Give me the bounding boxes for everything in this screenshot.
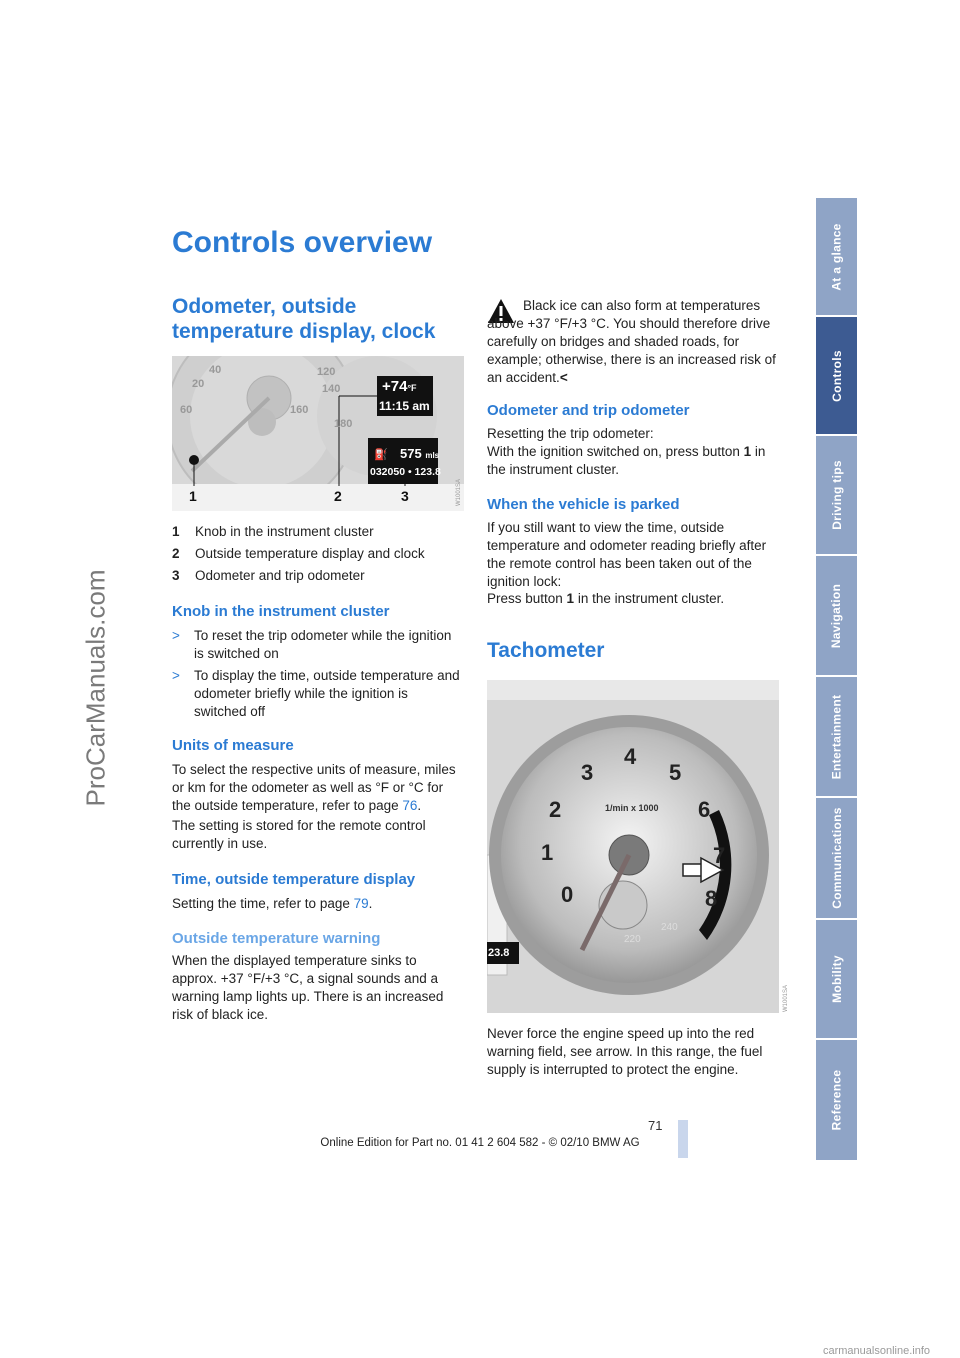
figure-legend [172,523,464,585]
tach-number: 8 [705,886,718,911]
tab-at-a-glance[interactable]: At a glance [816,198,857,315]
tachometer-illustration [487,680,779,1013]
tach-number: 5 [669,760,682,785]
figure-code: W1001SA [456,478,462,506]
tachometer-figure [487,680,789,1013]
speed-label: 220 [624,934,641,945]
page-number: 71 [648,1118,663,1133]
tach-number: 0 [561,882,574,907]
time-paragraph: Setting the time, refer to page 79. [172,896,373,911]
legend-item: 3 Odometer and trip odometer [172,568,365,583]
caution-paragraph: Black ice can also form at temperatures above +37 °F/+3 °C. You should therefore drive carefully on bridges and shaded roads, for example; otherwise, there is an increased risk of an accident.< [487,298,776,385]
parked-paragraph-1: If you still want to view the time, outside temperature and odometer reading briefly after the remote control has been taken out of the ignition lock: [487,520,767,589]
gauge-label: 60 [180,404,193,416]
gauge-label: 180 [334,418,353,430]
callout-1: 1 [189,488,197,504]
tab-controls[interactable]: Controls [816,317,857,434]
bullet-mark: > [172,668,180,683]
units-paragraph-2: The setting is stored for the remote control currently in use. [172,818,426,851]
page-title: Controls overview [172,226,433,259]
tab-navigation[interactable]: Navigation [816,556,857,675]
watermark-carmanualsonline: carmanualsonline.info [822,1345,930,1357]
subheading-knob: Knob in the instrument cluster [172,603,390,620]
section-heading-odometer-display: Odometer, outside temperature display, clock [172,295,436,343]
bullet-item: > To display the time, outside temperature and odometer briefly while the ignition is switched off [172,668,460,719]
speed-label: 240 [661,922,678,933]
tab-communications[interactable]: Communications [816,798,857,918]
range-readout: 575 mls [400,446,440,461]
tach-paragraph: Never force the engine speed up into the red warning field, see arrow. In this range, the fuel supply is interrupted to protect the engine. [487,1026,763,1077]
tach-number: 6 [698,797,711,822]
gauge-label: 140 [322,383,341,395]
odo-paragraph-1: Resetting the trip odometer: [487,426,654,441]
instrument-cluster-figure [172,356,464,511]
tach-number: 4 [624,744,637,769]
page-link-76[interactable]: 76 [402,798,418,813]
tach-number: 3 [581,760,594,785]
instrument-cluster-illustration [172,356,464,511]
section-heading-tachometer: Tachometer [487,639,605,662]
page-link-79[interactable]: 79 [353,896,369,911]
footer-edition: Online Edition for Part no. 01 41 2 604 582 - © 02/10 BMW AG [320,1137,640,1149]
subheading-units: Units of measure [172,737,294,754]
callout-2: 2 [334,488,342,504]
bullet-item: > To reset the trip odometer while the ignition is switched on [172,628,452,661]
tab-driving-tips[interactable]: Driving tips [816,436,857,554]
gauge-label: 40 [209,364,222,376]
subheading-time: Time, outside temperature display [172,871,416,888]
subheading-trip-odometer: Odometer and trip odometer [487,402,690,419]
gauge-label: 20 [192,378,205,390]
tab-reference[interactable]: Reference [816,1040,857,1160]
odometer-readout: 032050 • 123.8 [370,466,441,478]
legend-item: 2 Outside temperature display and clock [172,546,425,561]
odometer-fragment: 23.8 [488,947,510,959]
parked-paragraph-2: Press button 1 in the instrument cluster. [487,591,725,606]
odo-paragraph-2: With the ignition switched on, press button 1 in the instrument cluster. [487,444,766,477]
watermark-procarmanuals: ProCarManuals.com [80,569,111,807]
tach-unit-label: 1/min x 1000 [605,803,659,813]
tab-mobility[interactable]: Mobility [816,920,857,1038]
tab-entertainment[interactable]: Entertainment [816,677,857,796]
subheading-temp-warning: Outside temperature warning [172,930,381,947]
figure-code: W1001SA [783,984,789,1012]
tach-number: 7 [713,843,726,868]
end-mark: < [559,370,568,385]
bullet-mark: > [172,628,180,643]
subheading-parked: When the vehicle is parked [487,496,680,513]
gauge-label: 120 [317,366,336,378]
fuel-pump-icon: ⛽ [374,449,388,461]
gauge-label: 160 [290,404,309,416]
callout-3: 3 [401,488,409,504]
legend-item: 1 Knob in the instrument cluster [172,524,374,539]
tach-number: 1 [541,840,554,865]
units-paragraph: To select the respective units of measure, miles or km for the odometer as well as °F or °C for the outside temperature, refer to page 76. [172,762,456,813]
tach-number: 2 [549,797,562,822]
outside-temp-readout: +74°F [382,378,417,395]
clock-readout: 11:15 am [379,399,430,413]
warning-paragraph: When the displayed temperature sinks to approx. +37 °F/+3 °C, a signal sounds and a warning lamp lights up. There is an increased risk of black ice. [172,953,444,1022]
